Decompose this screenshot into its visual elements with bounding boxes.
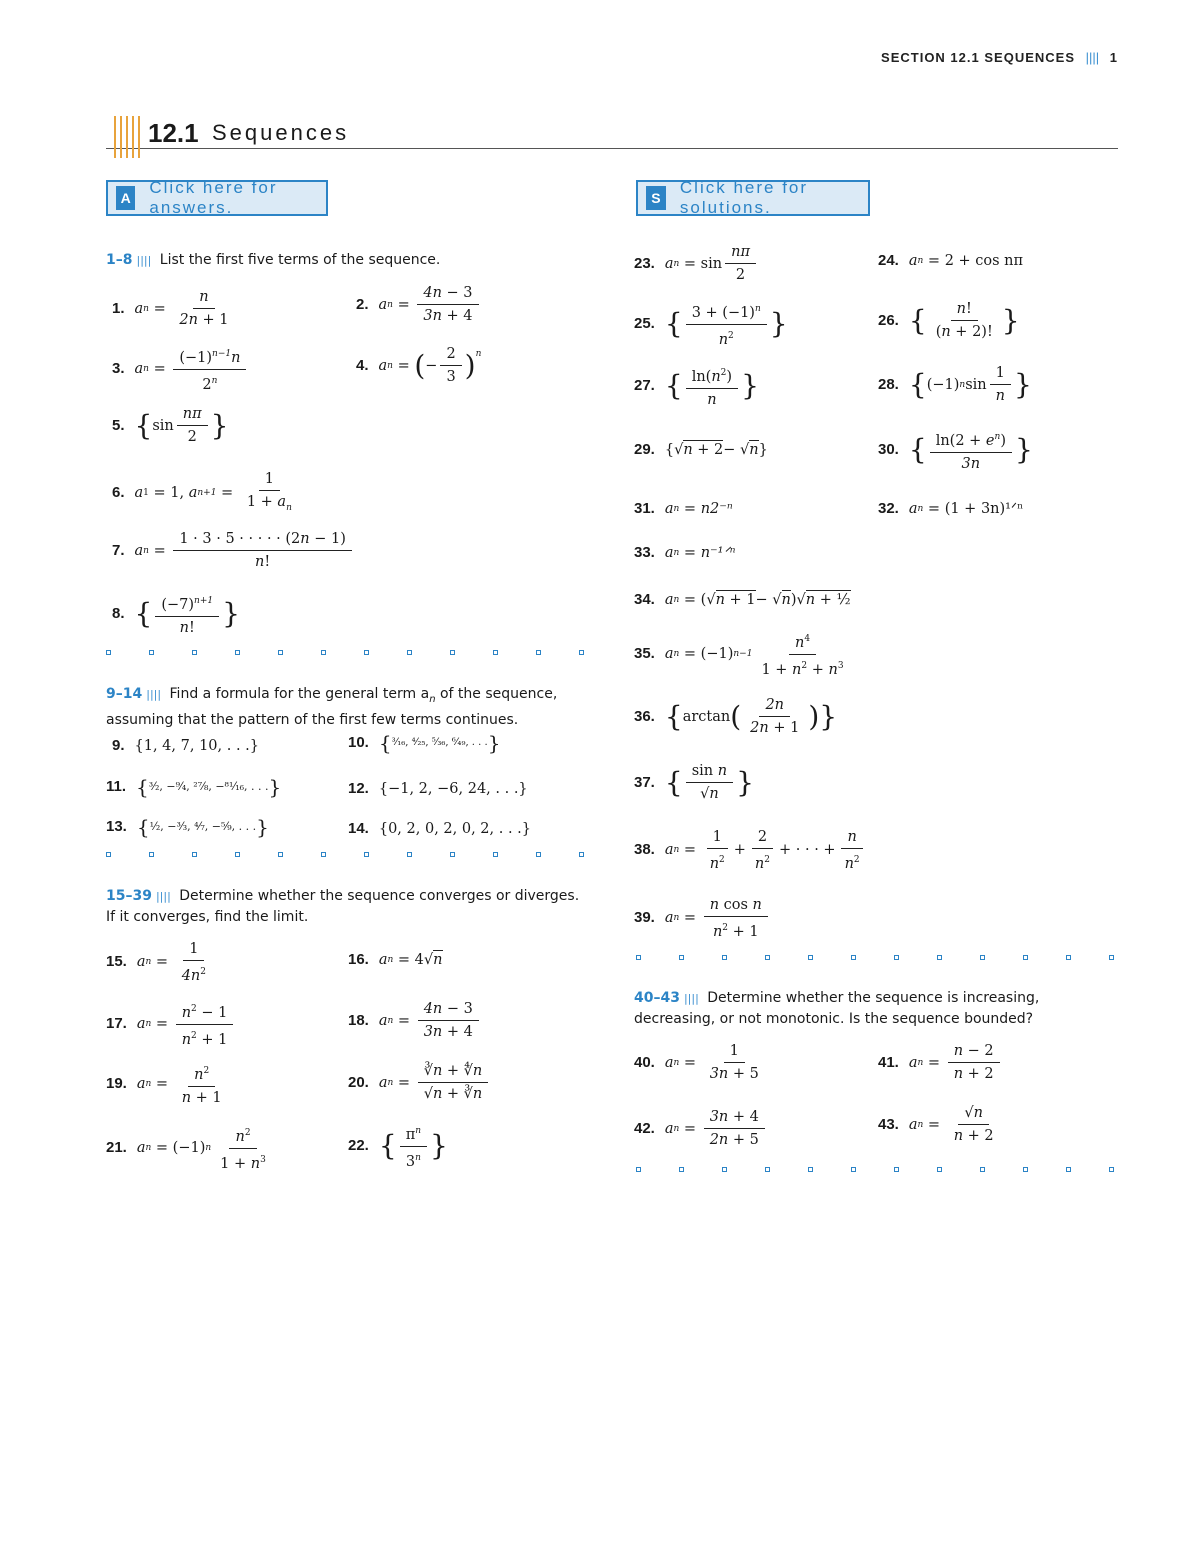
exercise-33-text: n⁻¹ᐟⁿ [700, 545, 736, 561]
instruction-range: 15–39 [106, 888, 152, 904]
instruction-text: Determine whether the sequence is increasing, [707, 990, 1040, 1006]
exercise-33: 33. a n = n⁻¹ᐟⁿ [634, 544, 736, 561]
exercise-23: 23. a n = sin $\frac{n\pi}{2}$ [634, 243, 759, 284]
exercise-15: 15. a n = $\frac{1}{4n^2}$ [106, 941, 206, 984]
section-number: 12.1 [148, 118, 199, 148]
exercise-7: 7. a n = $\frac{1 \cdot 3 \cdot 5 \cdot \cdot \cdot \cdot \cdot (2n - 1)}{n!}$ [112, 530, 355, 571]
instruction-text: Determine whether the sequence converges or diverges. [179, 888, 580, 904]
exercise-17: 17. a n = $\frac{n^2 - 1}{n^2 + 1}$ [106, 1000, 236, 1049]
exercise-29: 29. {√ n + 2 − √ n } [634, 440, 768, 458]
exercise-14: 14. {0, 2, 0, 2, 0, 2, . . .} [348, 820, 532, 837]
instruction-9-14: 9–14 |||| Find a formula for the general term $a_n$ of the sequence, assuming that the pattern of the first few terms continues. [106, 686, 558, 728]
title-decoration [114, 116, 142, 158]
running-header [881, 50, 1118, 65]
instruction-40-43: 40–43 |||| Determine whether the sequence is increasing, decreasing, or not monotonic. Is the sequence bounded? [634, 990, 1040, 1027]
exercise-27: 27. { $\frac{\ln(n^2)}{n}$ } [634, 364, 759, 409]
exercise-36: 36. { arctan ( $\frac{2n}{2n + 1}$ )} [634, 697, 838, 736]
instruction-line2: assuming that the pattern of the first few terms continues. [106, 711, 519, 728]
exercise-34: 34. a n = (√ n + 1 − √ n )√ n + ½ [634, 590, 851, 608]
exercise-3: 3. a n = $\frac{(-1)^{n-1}n}{2^n}$ [112, 345, 249, 394]
instruction-subscript: n [429, 693, 436, 705]
exercise-21: 21. a n = (−1) n $\frac{n^2}{1 + n^3}$ [106, 1124, 275, 1173]
exercise-9: 9. {1, 4, 7, 10, . . .} [112, 737, 260, 754]
exercise-12-text: {−1, 2, −6, 24, . . .} [378, 781, 528, 797]
exercise-30: 30. { $\frac{\ln(2 + e^n)}{3n}$ } [878, 428, 1033, 473]
exercise-4: 4. a n = ( − $\frac{2}{3}$ ) $^n$ [356, 346, 482, 385]
exercise-6: 6. a 1 = 1, a n+1 = $\frac{1}{1 + a_n}$ [112, 471, 292, 513]
exercise-19: 19. a n = $\frac{n^2}{n + 1}$ [106, 1062, 231, 1107]
header-section: SECTION 12.1 [881, 50, 980, 65]
exercise-24-text: 2 + cos nπ [944, 253, 1024, 269]
instruction-15-39: 15–39 |||| Determine whether the sequence converges or diverges. If it converges, find the limit. [106, 888, 580, 925]
instruction-range: 9–14 [106, 686, 143, 702]
exercise-1: 1. a n = $\frac{n}{2n + 1}$ [112, 289, 229, 328]
exercise-41: 41. a n = $\frac{n - 2}{n + 2}$ [878, 1042, 1003, 1083]
exercise-38: 38. a n = $\frac{1}{n^2}$ + $\frac{2}{n^2}$ + · · · + $\frac{n}{n^2}$ [634, 828, 869, 873]
exercise-31-text: n2⁻ⁿ [700, 501, 733, 517]
instruction-line2: If it converges, find the limit. [106, 909, 309, 925]
exercise-8: 8. { $\frac{(-7)^{n+1}}{n!}$ } [112, 592, 240, 637]
section-title-bar [106, 112, 1118, 149]
exercise-12: 12. {−1, 2, −6, 24, . . .} [348, 780, 528, 797]
header-topic: SEQUENCES [984, 50, 1075, 65]
instruction-range: 40–43 [634, 990, 680, 1006]
exercise-28: 28. { (−1) n sin $\frac{1}{n}$ } [878, 365, 1032, 404]
exercise-2: 2. a n = $\frac{4n - 3}{3n + 4}$ [356, 284, 482, 325]
exercise-42: 42. a n = $\frac{3n + 4}{2n + 5}$ [634, 1108, 768, 1149]
exercise-25: 25. { $\frac{3 + (-1)^n}{n^2}$ } [634, 300, 788, 349]
instruction-text: List the first five terms of the sequence. [159, 252, 441, 268]
divider-dots [636, 1167, 1114, 1175]
page-number: 1 [1109, 50, 1118, 65]
instruction-1-8: 1–8 |||| List the first five terms of the sequence. [106, 252, 441, 268]
exercise-32: 32. a n = (1 + 3n)¹ᐟⁿ [878, 500, 1024, 517]
exercise-5: 5. { sin $\frac{n\pi}{2}$ } [112, 406, 229, 445]
divider-dots [636, 955, 1114, 963]
exercise-37: 37. { $\frac{\text{sin n}}{√n}$ } [634, 763, 754, 802]
exercise-16: 16. a n = 4√ n [348, 950, 443, 968]
divider-dots [106, 852, 584, 860]
section-title: Sequences [212, 120, 350, 145]
exercise-11: 11. { ³⁄₂, −⁹⁄₄, ²⁷⁄₈, −⁸¹⁄₁₆, . . . } [106, 775, 282, 799]
exercise-24: 24. a n = 2 + cos nπ [878, 252, 1024, 269]
exercise-22: 22. { $\frac{\pi^n}{3^n}$ } [348, 1122, 448, 1171]
exercise-20: 20. a n = $\frac{∛n + ∜n}{√n + ∛n}$ [348, 1062, 491, 1103]
instruction-line2: decreasing, or not monotonic. Is the sequence bounded? [634, 1011, 1034, 1027]
exercise-40: 40. a n = $\frac{1}{3n + 5}$ [634, 1043, 759, 1082]
header-bars: |||| [1085, 50, 1100, 65]
exercise-10: 10. { ³⁄₁₆, ⁴⁄₂₅, ⁵⁄₃₆, ⁶⁄₄₉, . . . } [348, 731, 501, 755]
exercise-31: 31. a n = n2⁻ⁿ [634, 500, 733, 517]
exercise-43: 43. a n = $\frac{√n}{n + 2}$ [878, 1105, 994, 1144]
exercise-39: 39. a n = $\frac{\text{n cos n}}{n^2 + 1}$ [634, 896, 771, 941]
instruction-text-cont: of the sequence, [435, 686, 558, 702]
exercise-32-text: (1 + 3n)¹ᐟⁿ [944, 501, 1024, 517]
exercise-26: 26. { $\frac{n!}{(n + 2)!}$ } [878, 301, 1020, 340]
exercise-13: 13. { ¹⁄₂, −³⁄₃, ⁴⁄₇, −⁵⁄₉, . . . } [106, 815, 269, 839]
exercise-9-text: {1, 4, 7, 10, . . .} [134, 738, 260, 754]
exercise-18: 18. a n = $\frac{4n - 3}{3n + 4}$ [348, 1000, 482, 1041]
exercise-14-text: {0, 2, 0, 2, 0, 2, . . .} [378, 821, 532, 837]
instruction-text: Find a formula for the general term a [169, 686, 430, 702]
instruction-range: 1–8 [106, 252, 133, 268]
divider-dots [106, 650, 584, 658]
answers-tag: A [116, 186, 135, 210]
answers-link[interactable] [106, 180, 328, 216]
exercise-35: 35. a n = (−1) n−1 $\frac{n^4}{1 + n^2 + n^3}$ [634, 630, 853, 679]
solutions-tag: S [646, 186, 666, 210]
solutions-link-label: Click here for solutions. [679, 178, 809, 217]
answers-link-label: Click here for answers. [149, 178, 278, 217]
solutions-link[interactable] [636, 180, 870, 216]
